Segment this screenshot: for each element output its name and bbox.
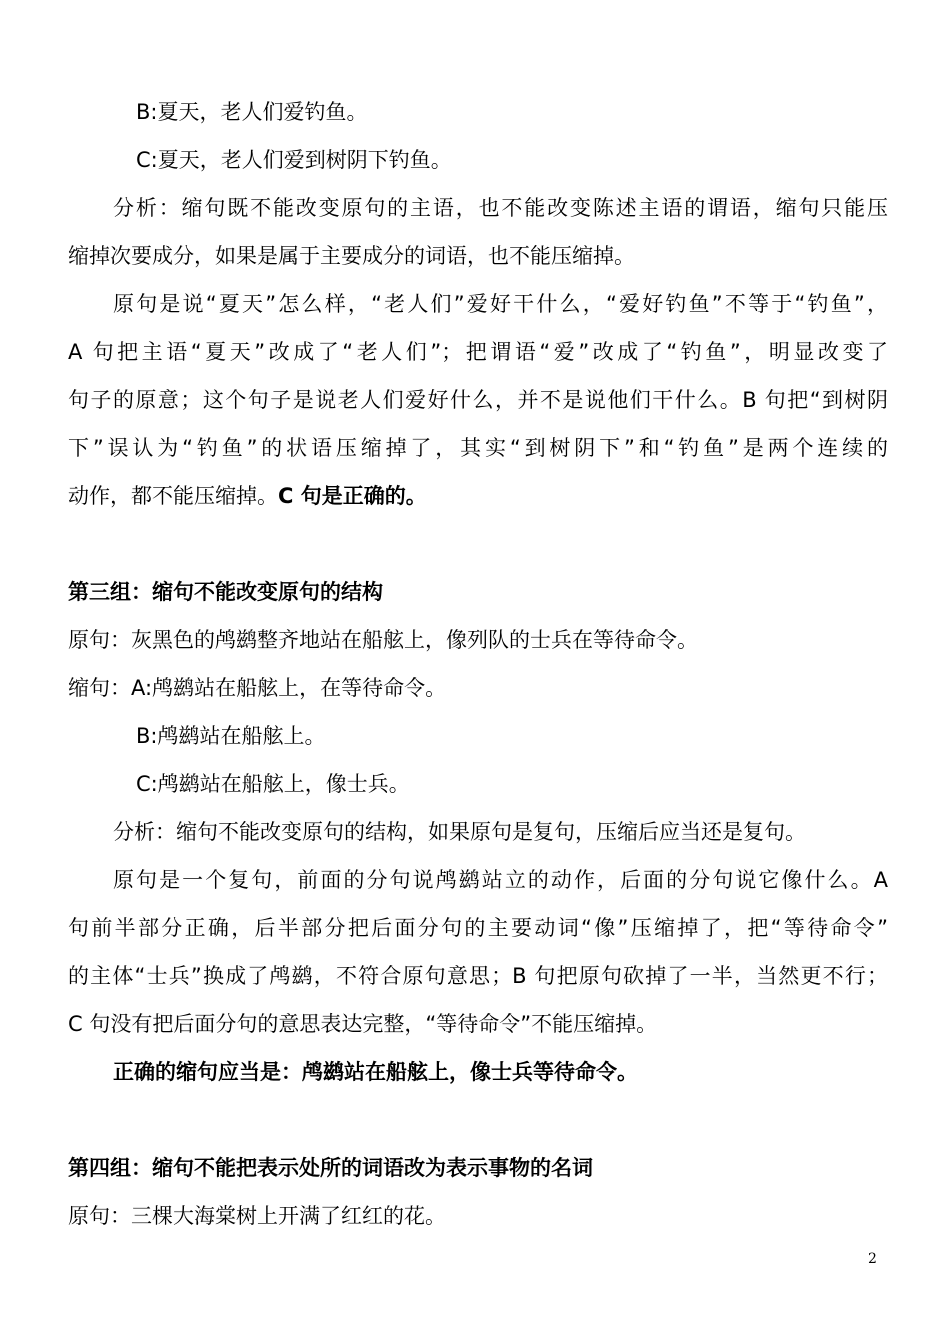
explanation-line: [68, 481, 888, 511]
section-heading-4: 第四组：缩句不能把表示处所的词语改为表示事物的名词: [68, 1156, 593, 1180]
correct-answer-line: 正确的缩句应当是：鸬鹚站在船舷上，像士兵等待命令。: [113, 1060, 638, 1084]
section-heading-3: 第三组：缩句不能改变原句的结构: [68, 580, 383, 604]
conclusion-bold: C 句是正确的。: [278, 484, 427, 508]
explanation-line: 原句是一个复句，前面的分句说鸬鹚站立的动作，后面的分句说它像什么。A: [113, 868, 888, 892]
option-c-line: C:夏天，老人们爱到树阴下钓鱼。: [136, 148, 452, 172]
explanation-line: 句前半部分正确，后半部分把后面分句的主要动词“像”压缩掉了，把“等待命令”: [68, 916, 888, 940]
explanation-line: 句子的原意；这个句子是说老人们爱好什么，并不是说他们干什么。B 句把“到树阴: [68, 388, 888, 412]
option-b-line: B:鸬鹚站在船舷上。: [136, 724, 326, 748]
explanation-line: 下”误认为“钓鱼”的状语压缩掉了，其实“到树阴下”和“钓鱼”是两个连续的: [68, 436, 888, 460]
option-b-line: B:夏天，老人们爱钓鱼。: [136, 100, 368, 124]
analysis-line: 分析：缩句不能改变原句的结构，如果原句是复句，压缩后应当还是复句。: [113, 820, 806, 844]
explanation-line: C 句没有把后面分句的意思表达完整，“等待命令”不能压缩掉。: [68, 1012, 658, 1036]
original-sentence: 原句：灰黑色的鸬鹚整齐地站在船舷上，像列队的士兵在等待命令。: [68, 628, 698, 652]
original-sentence: 原句：三棵大海棠树上开满了红红的花。: [68, 1204, 446, 1228]
page-number: 2: [868, 1251, 877, 1267]
explanation-line: 原句是说“夏天”怎么样，“老人们”爱好干什么，“爱好钓鱼”不等于“钓鱼”，: [113, 292, 888, 316]
explanation-line: 的主体“士兵”换成了鸬鹚，不符合原句意思；B 句把原句砍掉了一半，当然更不行；: [68, 964, 888, 988]
option-a-line: 缩句：A:鸬鹚站在船舷上，在等待命令。: [68, 676, 447, 700]
explanation-line: A 句把主语“夏天”改成了“老人们”；把谓语“爱”改成了“钓鱼”，明显改变了: [68, 340, 888, 364]
analysis-line: 缩掉次要成分，如果是属于主要成分的词语，也不能压缩掉。: [68, 244, 635, 268]
analysis-line: 分析：缩句既不能改变原句的主语，也不能改变陈述主语的谓语，缩句只能压: [113, 196, 888, 220]
option-c-line: C:鸬鹚站在船舷上，像士兵。: [136, 772, 410, 796]
explanation-text: 动作，都不能压缩掉。: [68, 484, 278, 508]
